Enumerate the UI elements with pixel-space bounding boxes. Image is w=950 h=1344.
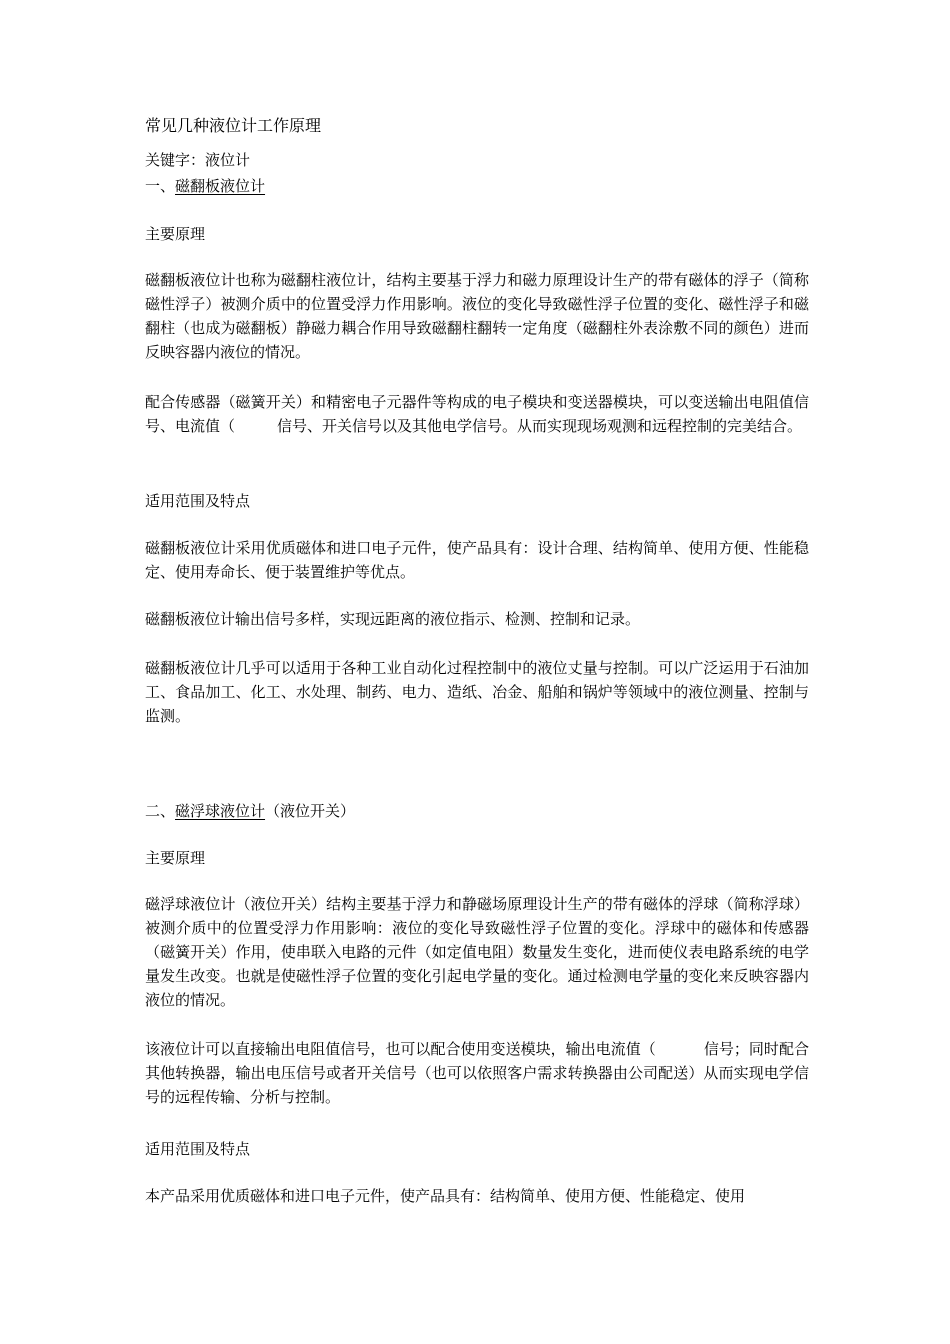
section-1-p2-part-2: 信号、开关信号以及其他电学信号。从而实现现场观测和远程控制的完美结合。 — [277, 417, 803, 435]
section-2-heading-suffix: （液位开关） — [265, 802, 356, 820]
section-2-principle-heading: 主要原理 — [145, 849, 206, 867]
section-1-p2-part-1: 配合传感器（磁簧开关）和精密电子元器件等构成的电子模块和变送器模块，可以变送输出电阻值信号、电流值（ — [145, 393, 809, 435]
section-1-scope-paragraph-1: 磁翻板液位计采用优质磁体和进口电子元件，使产品具有：设计合理、结构简单、使用方便、性能稳定、使用寿命长、便于装置维护等优点。 — [145, 539, 809, 581]
section-1-prefix: 一、 — [145, 177, 176, 195]
section-2-p2-part-2: 信号；同时配合其他转换器，输出电压信号或者开关信号（也可以依照客户需求转换器由公司配送）从而实现电学信号的远程传输、分析与控制。 — [145, 1040, 809, 1106]
section-2-principle-paragraph-1: 磁浮球液位计（液位开关）结构主要基于浮力和静磁场原理设计生产的带有磁体的浮球（简称浮球）被测介质中的位置受浮力作用影响：液位的变化导致磁性浮子位置的变化。浮球中的磁体和传感器（磁簧开关）作用，使串联入电路的元件（如定值电阻）数量发生变化，进而使仪表电路系统的电学量发生改变。也就是使磁性浮子位置的变化引起电学量的变化。通过检测电学量的变化来反映容器内液位的情况。 — [145, 895, 809, 1009]
section-1-heading — [145, 174, 809, 198]
section-2-prefix: 二、 — [145, 802, 176, 820]
section-1-scope-paragraph-2: 磁翻板液位计输出信号多样，实现远距离的液位指示、检测、控制和记录。 — [145, 610, 641, 628]
document-title: 常见几种液位计工作原理 — [145, 116, 322, 135]
section-2-heading-link[interactable]: 磁浮球液位计 — [175, 802, 266, 820]
section-1-heading-link[interactable]: 磁翻板液位计 — [175, 177, 266, 195]
section-1-principle-paragraph-2 — [145, 390, 809, 438]
keywords-line: 关键字：液位计 — [145, 151, 251, 169]
section-2-heading — [145, 799, 809, 823]
section-1-scope-paragraph-3: 磁翻板液位计几乎可以适用于各种工业自动化过程控制中的液位丈量与控制。可以广泛运用于石油加工、食品加工、化工、水处理、制药、电力、造纸、冶金、船舶和锅炉等领域中的液位测量、控制与监测。 — [145, 659, 809, 725]
section-2-p2-part-1: 该液位计可以直接输出电阻值信号，也可以配合使用变送模块，输出电流值（ — [145, 1040, 656, 1058]
section-2-scope-heading: 适用范围及特点 — [145, 1140, 251, 1158]
section-1-principle-heading: 主要原理 — [145, 225, 206, 243]
section-2-principle-paragraph-2 — [145, 1037, 809, 1109]
section-1-scope-heading: 适用范围及特点 — [145, 492, 251, 510]
section-1-principle-paragraph-1: 磁翻板液位计也称为磁翻柱液位计，结构主要基于浮力和磁力原理设计生产的带有磁体的浮子（简称磁性浮子）被测介质中的位置受浮力作用影响。液位的变化导致磁性浮子位置的变化、磁性浮子和磁翻柱（也成为磁翻板）静磁力耦合作用导致磁翻柱翻转一定角度（磁翻柱外表涂敷不同的颜色）进而反映容器内液位的情况。 — [145, 271, 809, 361]
section-2-scope-paragraph-1: 本产品采用优质磁体和进口电子元件，使产品具有：结构简单、使用方便、性能稳定、使用 — [145, 1187, 746, 1205]
